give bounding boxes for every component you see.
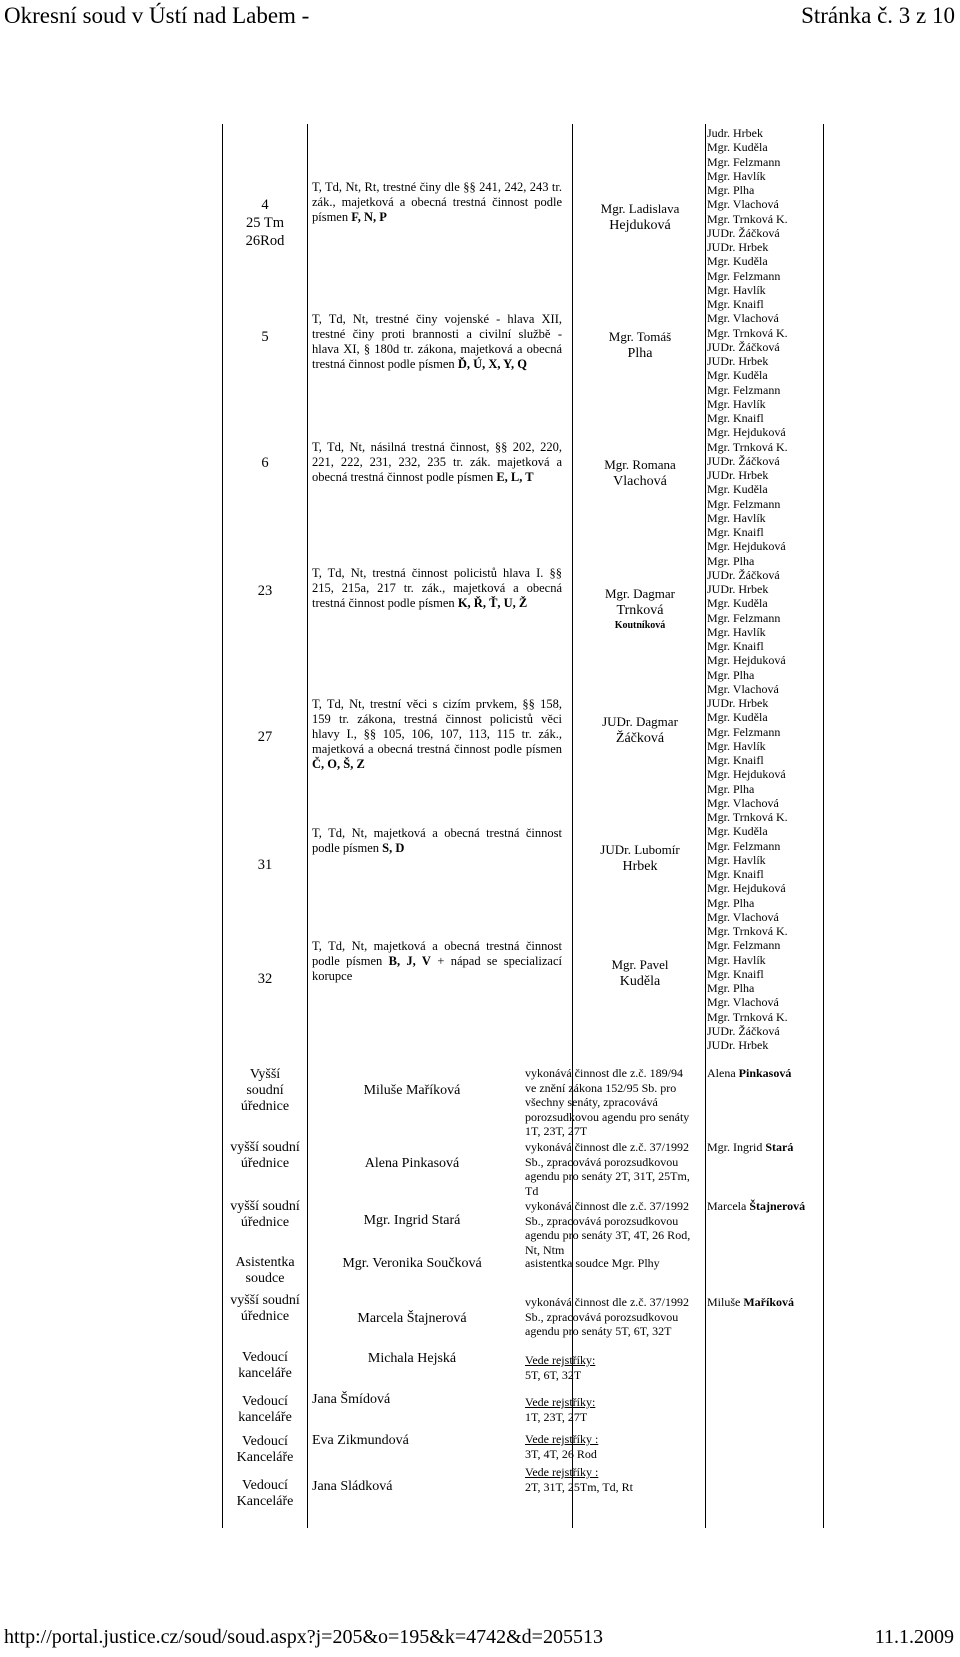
substitute-judge-item: Mgr. Knaifl	[707, 639, 764, 653]
substitute-judge-item: JUDr. Hrbek	[707, 468, 769, 482]
substitute-judge-item: Mgr. Vlachová	[707, 909, 779, 924]
substitute-judge-item: Mgr. Hejduková	[707, 767, 786, 782]
substitute-judge-item: Mgr. Knaifl	[707, 966, 764, 981]
substitute-judge-item: Mgr. Kuděla	[707, 710, 768, 725]
substitute-judge-item: Mgr. Vlachová	[707, 795, 779, 810]
substitute-judge-item: Mgr. Felzmann	[707, 268, 781, 283]
substitute-judge-item: Mgr. Havlík	[707, 952, 766, 967]
substitute-judge-item: Mgr. Vlachová	[707, 681, 779, 696]
senate-number: 23	[257, 583, 273, 599]
staff-role: Vyšší soudní úřednice	[240, 1067, 290, 1114]
senate-number: 27	[257, 729, 273, 745]
substitute-judge-item: Mgr. Havlík	[707, 396, 766, 411]
staff-representative: Marcela Štajnerová	[707, 1199, 806, 1213]
substitute-judge-item: Mgr. Kuděla	[707, 596, 768, 611]
table-rule-1	[307, 124, 308, 1528]
substitute-judge-item: Mgr. Vlachová	[707, 995, 779, 1010]
substitute-judge-item: Mgr. Felzmann	[707, 610, 781, 625]
senate-judge: Mgr. Tomáš Plha	[608, 329, 672, 361]
staff-name: Marcela Štajnerová	[357, 1311, 467, 1326]
senate-agenda: T, Td, Nt, Rt, trestné činy dle §§ 241, 242, 243 tr. zák., majetková a obecná trestná činnost podle písmen F, N, P	[312, 180, 562, 224]
senate-judge: JUDr. Dagmar Žáčková	[602, 714, 678, 746]
footer-url: http://portal.justice.cz/soud/soud.aspx?j=205&o=195&k=4742&d=205513	[4, 1626, 603, 1648]
substitute-judge-item: Mgr. Plha	[707, 781, 755, 796]
senate-judge: Mgr. Pavel Kuděla	[611, 957, 669, 989]
senate-agenda: T, Td, Nt, trestná činnost policistů hlava I. §§ 215, 215a, 217 tr. zák., majetková a obecná trestná činnost podle písmen K, Ř, Ť, U, Ž	[312, 566, 562, 610]
staff-name: Michala Hejská	[367, 1351, 457, 1366]
substitute-judge-item: Mgr. Kuděla	[707, 140, 768, 155]
substitute-judge-item: Mgr. Felzmann	[707, 838, 781, 853]
substitute-judge-item: Mgr. Plha	[707, 553, 755, 568]
staff-note: Vede rejstříky : 3T, 4T, 26 Rod	[525, 1432, 599, 1461]
substitute-judge-item: Mgr. Trnková K.	[707, 810, 788, 824]
substitute-judge-item: Mgr. Vlachová	[707, 311, 779, 326]
substitute-judge-item: Mgr. Plha	[707, 981, 755, 995]
substitute-judge-item: Mgr. Trnková K.	[707, 325, 788, 340]
staff-representative: Mgr. Ingrid Stará	[707, 1140, 794, 1154]
staff-note: vykonává činnost dle z.č. 37/1992 Sb., zpracovává porozsudkovou agendu pro senáty 3T, 4T, 26 Rod, Nt, Ntm	[525, 1199, 691, 1257]
substitute-judge-item: Mgr. Knaifl	[707, 297, 764, 311]
substitute-judge-item: JUDr. Žáčková	[707, 225, 780, 240]
substitute-judge-item: JUDr. Žáčková	[707, 339, 780, 354]
substitute-judge-item: Mgr. Hejduková	[707, 653, 786, 668]
staff-role: vyšší soudní úřednice	[230, 1140, 300, 1171]
substitute-judge-item: Mgr. Felzmann	[707, 154, 781, 169]
substitute-judge-item: Mgr. Knaifl	[707, 411, 764, 425]
substitute-judge-item: Mgr. Plha	[707, 183, 755, 197]
footer-date: 11.1.2009	[874, 1626, 954, 1648]
staff-note: Vede rejstříky: 1T, 23T, 27T	[525, 1395, 596, 1424]
substitute-judge-item: Mgr. Trnková K.	[707, 211, 788, 226]
substitute-judge-item: Mgr. Felzmann	[707, 724, 781, 739]
staff-note: Vede rejstříky : 2T, 31T, 25Tm, Td, Rt	[525, 1465, 633, 1494]
substitute-judge-item: Mgr. Felzmann	[707, 496, 781, 511]
page-header-title: Okresní soud v Ústí nad Labem -	[4, 3, 310, 28]
staff-representative: Miluše Maříková	[707, 1295, 795, 1309]
table-rule-left	[222, 124, 223, 1528]
table-rule-right	[823, 124, 824, 1528]
substitute-judge-item: Mgr. Plha	[707, 895, 755, 910]
substitute-judge-item: JUDr. Žáčková	[707, 567, 780, 582]
substitute-judge-item: Mgr. Knaifl	[707, 525, 764, 539]
substitute-judge-item: Mgr. Felzmann	[707, 382, 781, 397]
substitute-judge-item: Mgr. Trnková K.	[707, 924, 788, 938]
senate-number: 5	[261, 329, 269, 345]
staff-role: Vedoucí kanceláře	[238, 1350, 292, 1381]
staff-role: vyšší soudní úřednice	[230, 1293, 300, 1324]
senate-agenda: T, Td, Nt, trestní věci s cizím prvkem, §§ 158, 159 tr. zákona, trestná činnost policistů věci hlavy I., §§ 105, 106, 107, 113, 115 tr. zák., majetková a obecná trestná činnost podle písmen Č, O, Š, Z	[312, 697, 562, 771]
staff-role: Vedoucí Kanceláře	[236, 1478, 294, 1509]
senate-judge: Mgr. Dagmar Trnková Koutníková	[604, 586, 676, 631]
senate-agenda: T, Td, Nt, majetková a obecná trestná činnost podle písmen S, D	[312, 826, 562, 855]
page-number: Stránka č. 3 z 10	[801, 3, 955, 28]
senate-judge: JUDr. Lubomír Hrbek	[600, 842, 680, 874]
staff-role: vyšší soudní úřednice	[230, 1199, 300, 1230]
substitute-judge-item: JUDr. Hrbek	[707, 240, 769, 254]
staff-name: Jana Šmídová	[312, 1392, 391, 1407]
staff-name: Miluše Maříková	[363, 1083, 461, 1098]
substitute-judge-item: Mgr. Vlachová	[707, 197, 779, 212]
substitute-judge-item: Mgr. Havlík	[707, 738, 766, 753]
staff-name: Alena Pinkasová	[364, 1156, 460, 1171]
senate-judge: Mgr. Ladislava Hejduková	[600, 201, 680, 233]
substitute-judge-item: Mgr. Havlík	[707, 282, 766, 297]
staff-name: Eva Zikmundová	[312, 1433, 409, 1448]
substitute-judge-item: Mgr. Trnková K.	[707, 439, 788, 454]
substitute-judge-item: Mgr. Plha	[707, 667, 755, 682]
substitute-judge-item: Mgr. Kuděla	[707, 368, 768, 383]
senate-agenda: T, Td, Nt, trestné činy vojenské - hlava XII, trestné činy proti brannosti a civilní službě - hlava XI, § 180d tr. zákona, majetková a obecná trestná činnost podle písmen Ď, Ú, X, Y, Q	[312, 312, 562, 371]
substitute-judge-item: Mgr. Kuděla	[707, 824, 768, 839]
substitute-judge-item: Judr. Hrbek	[707, 126, 763, 140]
staff-note: vykonává činnost dle z.č. 37/1992 Sb., zpracovává porozsudkovou agendu pro senáty 2T, 31T, 25Tm, Td	[525, 1140, 690, 1198]
substitute-judge-item: Mgr. Hejduková	[707, 425, 786, 440]
staff-role: Vedoucí kanceláře	[238, 1394, 292, 1425]
staff-role: Asistentka soudce	[235, 1255, 295, 1286]
substitute-judge-item: JUDr. Žáčková	[707, 453, 780, 468]
substitute-judge-item: Mgr. Kuděla	[707, 254, 768, 269]
staff-name: Jana Sládková	[312, 1479, 393, 1494]
substitute-judge-item: JUDr. Žáčková	[707, 1023, 780, 1038]
staff-name: Mgr. Ingrid Stará	[363, 1213, 461, 1228]
senate-agenda: T, Td, Nt, násilná trestná činnost, §§ 202, 220, 221, 222, 231, 232, 235 tr. zák. majetková a obecná trestná činnost podle písmen E, L, T	[312, 440, 562, 484]
staff-note: vykonává činnost dle z.č. 37/1992 Sb., zpracovává porozsudkovou agendu pro senáty 5T, 6T, 32T	[525, 1295, 689, 1338]
substitute-judge-item: JUDr. Hrbek	[707, 582, 769, 596]
staff-note: Vede rejstříky: 5T, 6T, 32T	[525, 1353, 596, 1382]
substitute-judge-item: Mgr. Knaifl	[707, 867, 764, 881]
senate-number: 4 25 Tm 26Rod	[245, 197, 285, 249]
staff-note: asistentka soudce Mgr. Plhy	[525, 1256, 660, 1270]
senate-number: 32	[257, 971, 273, 987]
substitute-judge-item: Mgr. Kuděla	[707, 482, 768, 497]
senate-number: 31	[257, 857, 273, 873]
substitute-judge-item: Mgr. Havlík	[707, 168, 766, 183]
substitute-judge-item: JUDr. Hrbek	[707, 696, 769, 710]
staff-role: Vedoucí Kanceláře	[236, 1434, 294, 1465]
senate-number: 6	[261, 455, 269, 471]
substitute-judge-item: JUDr. Hrbek	[707, 354, 769, 368]
substitute-judge-item: Mgr. Hejduková	[707, 539, 786, 554]
senate-judge: Mgr. Romana Vlachová	[604, 457, 676, 489]
substitute-judge-item: Mgr. Felzmann	[707, 938, 781, 953]
substitute-judge-item: JUDr. Hrbek	[707, 1038, 769, 1052]
substitute-judge-item: Mgr. Havlík	[707, 624, 766, 639]
staff-representative: Alena Pinkasová	[707, 1066, 792, 1080]
staff-name: Mgr. Veronika Součková	[342, 1256, 482, 1271]
substitute-judge-item: Mgr. Trnková K.	[707, 1009, 788, 1024]
substitute-judge-item: Mgr. Havlík	[707, 852, 766, 867]
substitute-judge-item: Mgr. Havlík	[707, 510, 766, 525]
senate-agenda: T, Td, Nt, majetková a obecná trestná činnost podle písmen B, J, V + nápad se specializací korupce	[312, 939, 563, 983]
substitute-judges-list	[707, 126, 822, 1052]
staff-note: vykonává činnost dle z.č. 189/94 ve znění zákona 152/95 Sb. pro všechny senáty, zpracovává porozsudkovou agendu pro senáty 1T, 23T, 27T	[525, 1066, 690, 1138]
substitute-judge-item: Mgr. Hejduková	[707, 881, 786, 896]
substitute-judge-item: Mgr. Knaifl	[707, 753, 764, 767]
